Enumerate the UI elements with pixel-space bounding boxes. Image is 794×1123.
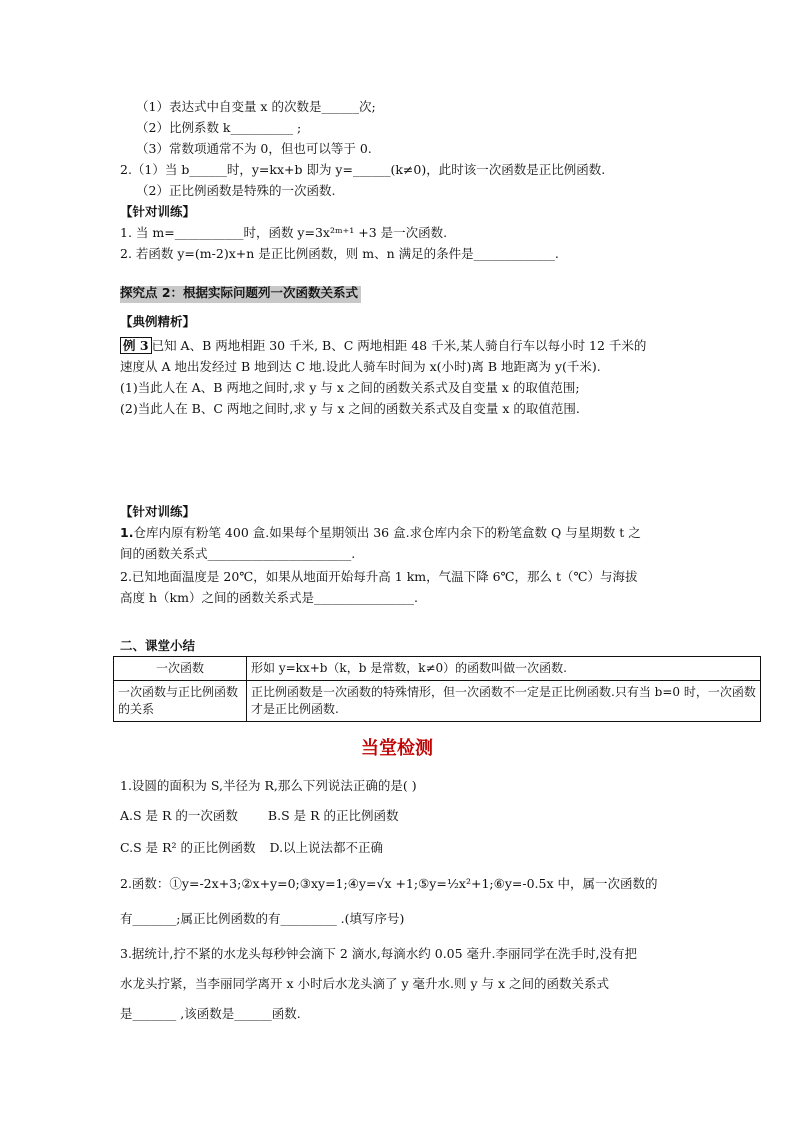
- test-title: 当堂检测: [361, 738, 433, 759]
- problem-1-text: 仓库内原有粉笔 400 盒.如果每个星期领出 36 盒.求仓库内余下的粉笔盒数 Q 与星期数 t 之: [133, 525, 641, 540]
- example-3-line-2: 速度从 A 地出发经过 B 地到达 C 地.设此人骑车时间为 x(小时)离 B 地距离为 y(千米).: [120, 359, 601, 374]
- option-d: D.以上说法都不正确: [269, 840, 384, 855]
- example-3-question-2: (2)当此人在 B、C 两地之间时,求 y 与 x 之间的函数关系式及自变量 x 的取值范围.: [120, 401, 580, 416]
- option-a: A.S 是 R 的一次函数: [120, 808, 238, 823]
- summary-title: 二、课堂小结: [120, 638, 196, 653]
- condition-line: 2.（1）当 b______时，y=kx+b 即为 y=______(k≠0)，此时该一次函数是正比例函数.: [120, 162, 606, 177]
- special-case-line: （2）正比例函数是特殊的一次函数.: [136, 183, 336, 198]
- training-2-problem-2-line-1: 2.已知地面温度是 20℃，如果从地面开始每升高 1 km，气温下降 6℃，那么 t（℃）与海拔: [120, 569, 638, 584]
- training-title-2: 【针对训练】: [120, 504, 196, 519]
- summary-content-2: 正比例函数是一次函数的特殊情形，但一次函数不一定是正比例函数.只有当 b=0 时，一次函数才是正比例函数.: [247, 681, 761, 722]
- training-1-question-2: 2. 若函数 y=(m-2)x+n 是正比例函数，则 m、n 满足的条件是_____________.: [120, 246, 559, 261]
- training-title-1: 【针对训练】: [120, 204, 196, 219]
- test-question-2-line-2: 有_______;属正比例函数的有_________ .(填写序号): [120, 911, 405, 926]
- test-question-1: 1.设圆的面积为 S,半径为 R,那么下列说法正确的是( ): [120, 778, 417, 793]
- training-2-problem-1-line-1: [120, 527, 641, 540]
- test-question-3-line-3: 是_______ ,该函数是______函数.: [120, 1006, 301, 1021]
- problem-1-number: 1.: [120, 525, 134, 540]
- section-heading-explore-2: 探究点 2：根据实际问题列一次函数关系式: [120, 286, 361, 303]
- test-question-2-line-1: 2.函数：①y=-2x+3;②x+y=0;③xy=1;④y=√x +1;⑤y=½x²+1;⑥y=-0.5x 中，属一次函数的: [120, 876, 658, 891]
- test-question-3-line-2: 水龙头拧紧，当李丽同学离开 x 小时后水龙头滴了 y 毫升水.则 y 与 x 之间的函数关系式: [120, 976, 609, 991]
- summary-row-relationship: [114, 681, 761, 722]
- example-3-question-1: (1)当此人在 A、B 两地之间时,求 y 与 x 之间的函数关系式及自变量 x 的取值范围;: [120, 380, 580, 395]
- example-3-line-1: [120, 340, 646, 353]
- training-2-problem-1-line-2: 间的函数关系式_______________________.: [120, 546, 356, 561]
- property-3: （3）常数项通常不为 0，但也可以等于 0.: [136, 141, 372, 156]
- summary-label-1: 一次函数: [114, 657, 247, 681]
- property-1: （1）表达式中自变量 x 的次数是______次;: [136, 99, 376, 114]
- summary-label-2: 一次函数与正比例函数的关系: [114, 681, 247, 722]
- test-question-3-line-1: 3.据统计,拧不紧的水龙头每秒钟会滴下 2 滴水,每滴水约 0.05 毫升.李丽同学在洗手时,没有把: [120, 946, 637, 961]
- test-q1-options-row-1: [120, 810, 398, 823]
- example-label: 例 3: [120, 337, 152, 354]
- property-2: （2）比例系数 k__________ ;: [136, 120, 302, 135]
- option-c: C.S 是 R² 的正比例函数: [120, 840, 256, 855]
- summary-row-linear-function: [114, 657, 761, 681]
- training-2-problem-2-line-2: 高度 h（km）之间的函数关系式是________________.: [120, 590, 418, 605]
- analysis-title: 【典例精析】: [120, 314, 196, 329]
- test-q1-options-row-2: [120, 842, 383, 855]
- example-text-1: 已知 A、B 两地相距 30 千米, B、C 两地相距 48 千米,某人骑自行车以每小时 12 千米的: [151, 338, 647, 353]
- training-1-question-1: 1. 当 m=___________时，函数 y=3x²ᵐ⁺¹ +3 是一次函数.: [120, 225, 448, 240]
- summary-content-1: 形如 y=kx+b（k，b 是常数，k≠0）的函数叫做一次函数.: [247, 657, 761, 681]
- summary-table: [113, 656, 761, 722]
- option-b: B.S 是 R 的正比例函数: [267, 808, 399, 823]
